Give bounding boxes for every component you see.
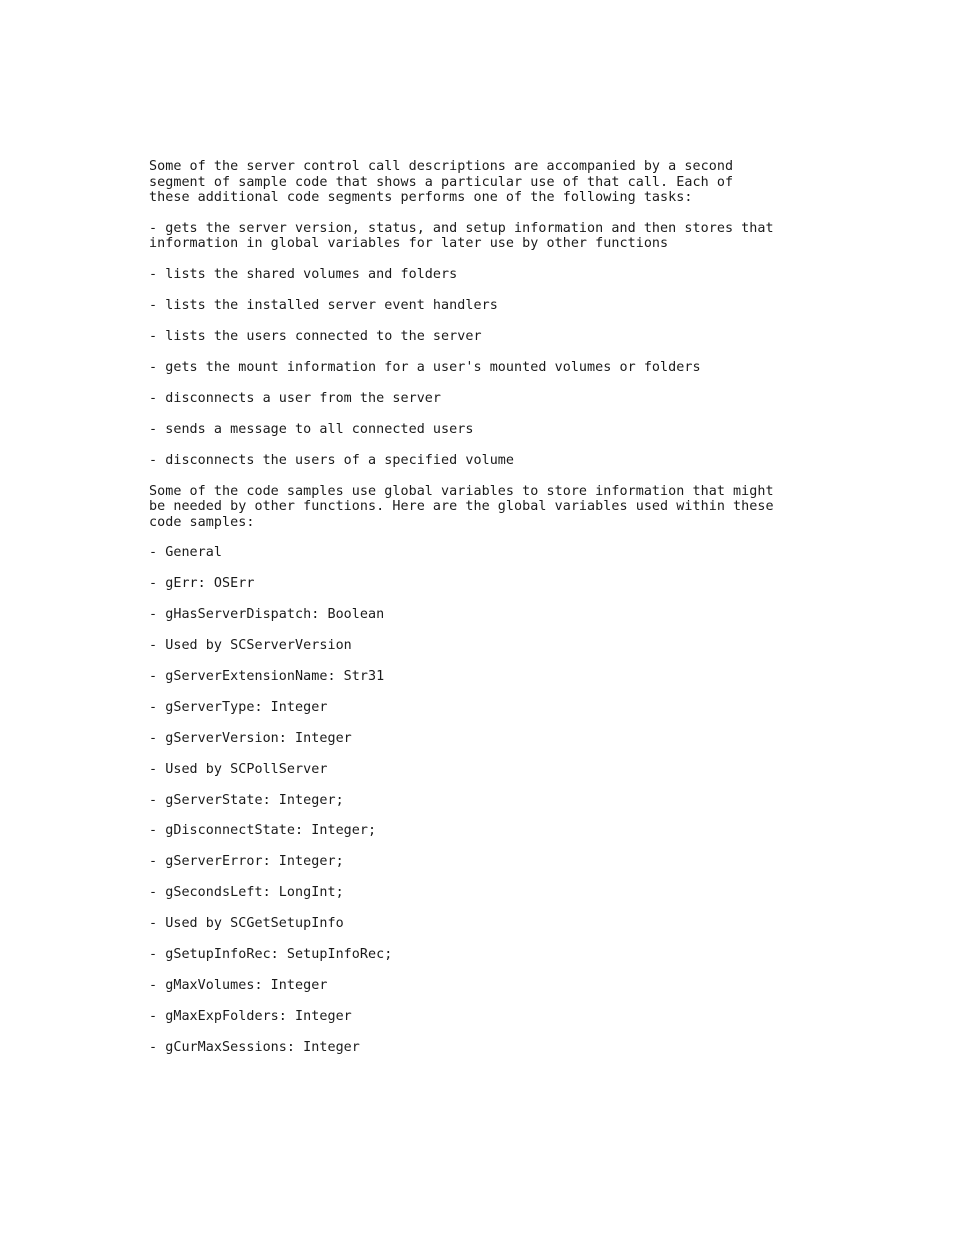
task-item: - sends a message to all connected users (149, 421, 474, 437)
global-item: - gServerError: Integer; (149, 854, 344, 870)
task-item: - lists the shared volumes and folders (149, 267, 458, 283)
global-item: - Used by SCGetSetupInfo (149, 916, 344, 932)
task-item: - lists the users connected to the server (149, 329, 482, 345)
globals-list (149, 545, 849, 1055)
intro-paragraph: Some of the server control call descriptions are accompanied by a second segment of sample code that shows a particular use of that call. Each of these additional code segments performs one of the following tasks: (149, 159, 734, 205)
task-item: - disconnects a user from the server (149, 390, 442, 406)
global-item: - gHasServerDispatch: Boolean (149, 607, 385, 623)
task-item: - gets the server version, status, and setup information and then stores that information in global variables for later use by other functions (149, 220, 774, 252)
global-item: - Used by SCPollServer (149, 761, 328, 777)
global-item: - gServerType: Integer (149, 699, 328, 715)
globals-paragraph: Some of the code samples use global variables to store information that might be needed by other functions. Here are the global variables used within these code samples: (149, 483, 774, 530)
task-list (149, 221, 849, 468)
global-item: - gSecondsLeft: LongInt; (149, 885, 344, 901)
global-item: - gMaxExpFolders: Integer (149, 1008, 352, 1024)
task-item: - lists the installed server event handlers (149, 298, 498, 314)
task-item: - disconnects the users of a specified volume (149, 452, 515, 468)
global-item: - gServerExtensionName: Str31 (149, 668, 385, 684)
global-item: - gSetupInfoRec: SetupInfoRec; (149, 946, 393, 962)
global-item: - gServerVersion: Integer (149, 730, 352, 746)
global-item: - General (149, 545, 223, 561)
task-item: - gets the mount information for a user's mounted volumes or folders (149, 359, 701, 375)
global-item: - gDisconnectState: Integer; (149, 823, 377, 839)
global-item: - gServerState: Integer; (149, 792, 344, 808)
global-item: - gMaxVolumes: Integer (149, 977, 328, 993)
global-item: - Used by SCServerVersion (149, 638, 352, 654)
global-item: - gErr: OSErr (149, 576, 255, 592)
document-page (149, 159, 849, 1071)
global-item: - gCurMaxSessions: Integer (149, 1039, 360, 1055)
